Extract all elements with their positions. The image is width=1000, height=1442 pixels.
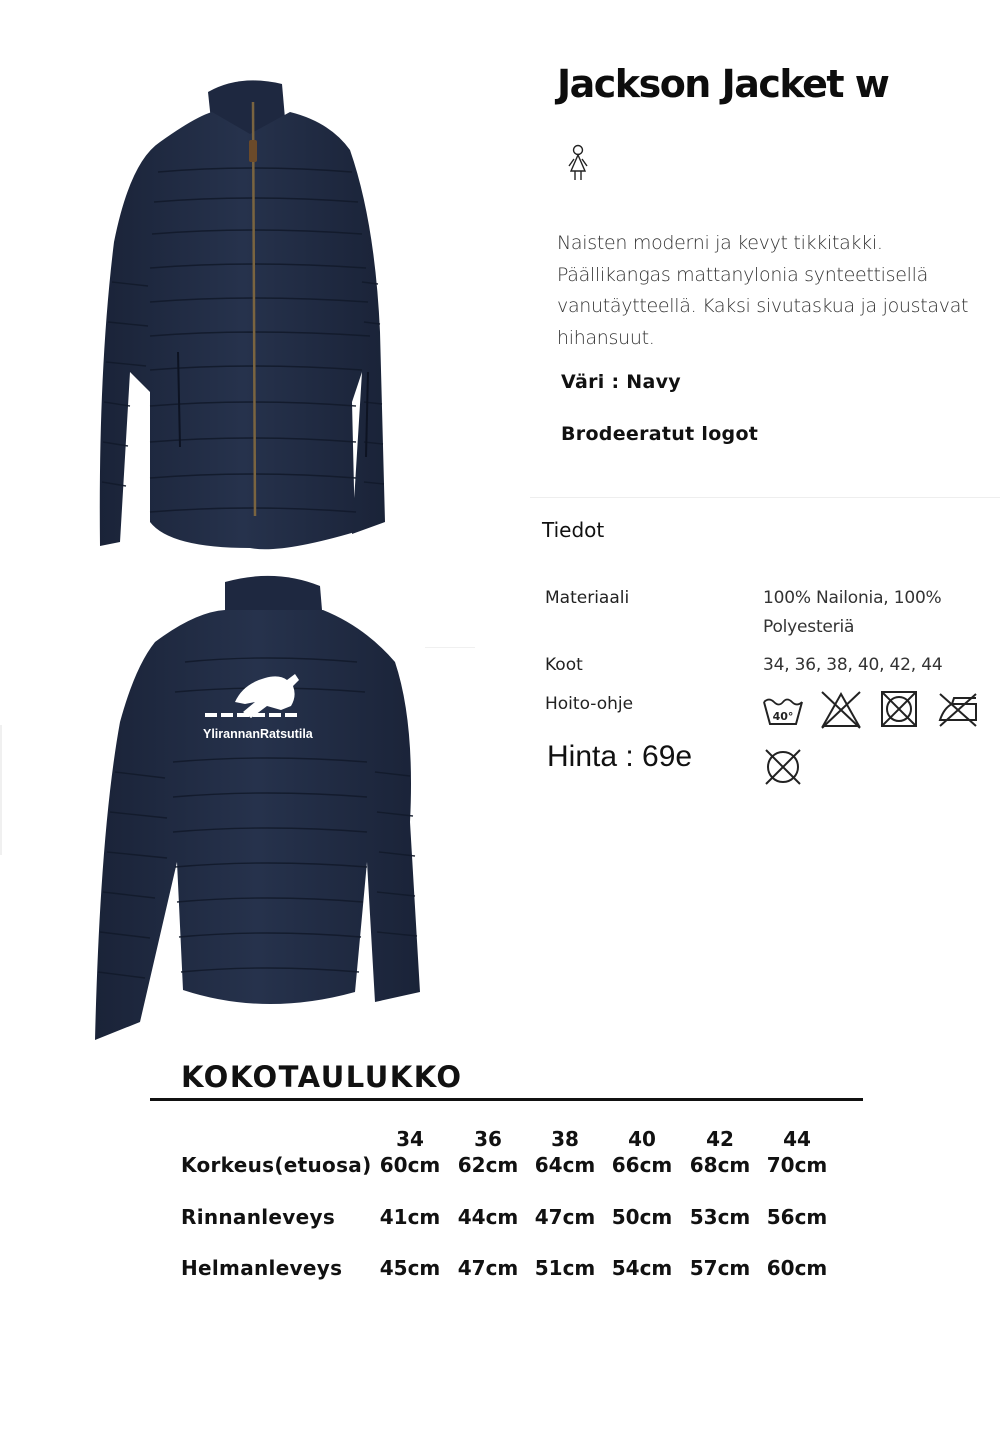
product-color: Väri : Navy bbox=[561, 371, 681, 393]
size-value-cell: 68cm bbox=[689, 1153, 751, 1177]
spec-label-material: Materiaali bbox=[545, 588, 630, 608]
size-value-cell: 41cm bbox=[379, 1205, 441, 1229]
size-value-cell: 45cm bbox=[379, 1256, 441, 1280]
woman-icon bbox=[566, 144, 590, 184]
size-value-cell: 70cm bbox=[766, 1153, 828, 1177]
details-heading: Tiedot bbox=[542, 518, 605, 542]
size-chart-underline bbox=[150, 1098, 863, 1101]
size-value-cell: 51cm bbox=[534, 1256, 596, 1280]
size-header-cell: 38 bbox=[551, 1127, 579, 1151]
jacket-back-image bbox=[95, 572, 445, 1040]
size-value-cell: 57cm bbox=[689, 1256, 751, 1280]
size-value-cell: 56cm bbox=[766, 1205, 828, 1229]
size-value-cell: 44cm bbox=[457, 1205, 519, 1229]
svg-text:Ylirannan: Ylirannan bbox=[379, 189, 423, 221]
size-chart-title: KOKOTAULUKKO bbox=[181, 1060, 463, 1094]
size-value-cell: 62cm bbox=[457, 1153, 519, 1177]
product-description: Naisten moderni ja kevyt tikkitakki. Päällikangas mattanylonia synteettisellä vanutäytteellä. Kaksi sivutaskua ja joustavat hihansuut. bbox=[557, 232, 969, 349]
size-value-cell: 66cm bbox=[611, 1153, 673, 1177]
size-value-cell: 47cm bbox=[457, 1256, 519, 1280]
no-tumble-dry-icon bbox=[878, 690, 920, 730]
wash-40-icon bbox=[762, 690, 804, 730]
spec-label-care: Hoito-ohje bbox=[545, 694, 634, 714]
size-value-cell: 64cm bbox=[534, 1153, 596, 1177]
size-value-cell: 53cm bbox=[689, 1205, 751, 1229]
back-logo-text: YlirannanRatsutila bbox=[203, 727, 313, 741]
sleeve-horse-logo bbox=[379, 190, 423, 240]
size-row-label: Rinnanleveys bbox=[181, 1205, 336, 1229]
spec-label-sizes: Koot bbox=[545, 655, 583, 675]
size-value-cell: 54cm bbox=[611, 1256, 673, 1280]
jacket-front-image bbox=[100, 72, 423, 554]
size-row-label: Helmanleveys bbox=[181, 1256, 343, 1280]
size-value-cell: 47cm bbox=[534, 1205, 596, 1229]
size-header-cell: 40 bbox=[628, 1127, 656, 1151]
product-logos-note: Brodeeratut logot bbox=[561, 423, 759, 445]
spec-value-sizes: 34, 36, 38, 40, 42, 44 bbox=[763, 655, 943, 675]
product-title: Jackson Jacket w bbox=[557, 62, 889, 106]
no-iron-icon bbox=[936, 690, 978, 730]
wash-temp: 40° bbox=[772, 710, 794, 723]
size-header-cell: 34 bbox=[396, 1127, 424, 1151]
no-dry-clean-icon bbox=[762, 747, 804, 787]
size-row-label: Korkeus(etuosa) bbox=[181, 1153, 372, 1177]
size-value-cell: 60cm bbox=[379, 1153, 441, 1177]
spec-value-material: 100% Nailonia, 100% Polyesteriä bbox=[763, 588, 942, 637]
size-value-cell: 60cm bbox=[766, 1256, 828, 1280]
size-header-cell: 42 bbox=[706, 1127, 734, 1151]
divider bbox=[530, 497, 1000, 498]
faint-divider bbox=[0, 725, 2, 855]
price: Hinta : 69e bbox=[547, 740, 693, 773]
size-header-cell: 44 bbox=[783, 1127, 811, 1151]
no-bleach-icon bbox=[820, 690, 862, 730]
size-header-cell: 36 bbox=[474, 1127, 502, 1151]
size-value-cell: 50cm bbox=[611, 1205, 673, 1229]
